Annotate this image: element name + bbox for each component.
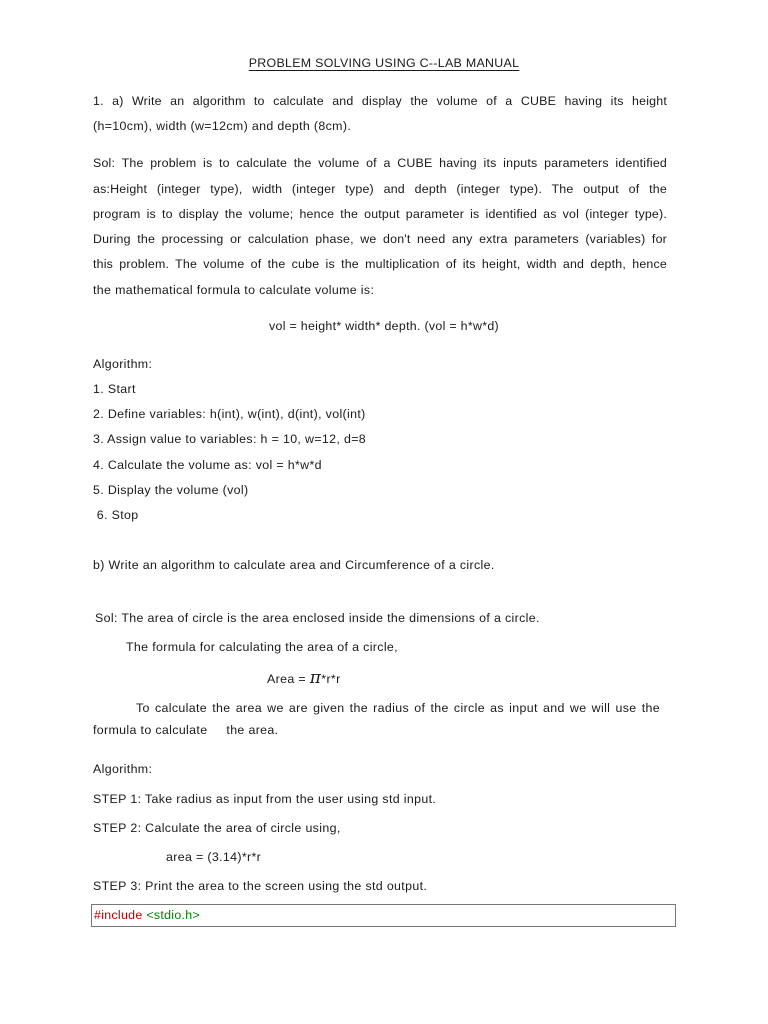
algorithm-1a-step-4: 4. Calculate the volume as: vol = h*w*d [93, 458, 322, 472]
algorithm-1b-step-1: STEP 1: Take radius as input from the user using std input. [93, 792, 437, 806]
algorithm-1a-label: Algorithm: [93, 357, 153, 371]
algorithm-1a-step-5: 5. Display the volume (vol) [93, 483, 249, 497]
algorithm-1a-step-2: 2. Define variables: h(int), w(int), d(int), vol(int) [93, 407, 366, 421]
solution-1b: Sol: The area of circle is the area enclosed inside the dimensions of a circle. [95, 611, 540, 625]
solution-1a-line-1: Sol: The problem is to calculate the volume of a CUBE having its inputs parameters identified [93, 156, 667, 170]
question-1b: b) Write an algorithm to calculate area and Circumference of a circle. [93, 558, 495, 572]
question-1a-line-1: 1. a) Write an algorithm to calculate and display the volume of a CUBE having its height [93, 94, 667, 108]
page-title: PROBLEM SOLVING USING C--LAB MANUAL [248, 56, 520, 70]
algorithm-1b-step-3: STEP 3: Print the area to the screen using the std output. [93, 879, 428, 893]
solution-1a-line-4: During the processing or calculation phase, we don't need any extra parameters (variables) for [93, 232, 667, 246]
algorithm-1b-label: Algorithm: [93, 762, 153, 776]
algorithm-1a-step-3: 3. Assign value to variables: h = 10, w=12, d=8 [93, 432, 367, 446]
solution-1a-line-5: this problem. The volume of the cube is the multiplication of its height, width and depth, hence [93, 257, 667, 271]
area-explain-line-1: To calculate the area we are given the radius of the circle as input and we will use the [136, 701, 660, 715]
pi-symbol: π [309, 668, 322, 688]
area-formula [267, 670, 341, 687]
algorithm-1b-step-2: STEP 2: Calculate the area of circle using, [93, 821, 341, 835]
include-directive: #include [94, 908, 143, 922]
solution-1a-line-2: as:Height (integer type), width (integer type) and depth (integer type). The output of the [93, 182, 667, 196]
area-formula-intro: The formula for calculating the area of a circle, [126, 640, 398, 654]
solution-1a-line-3: program is to display the volume; hence the output parameter is identified as vol (integer type). [93, 207, 667, 221]
algorithm-1b-step-2-formula: area = (3.14)*r*r [166, 850, 262, 864]
volume-formula: vol = height* width* depth. (vol = h*w*d) [269, 319, 499, 333]
code-block [91, 904, 676, 927]
code-line-include [94, 908, 200, 922]
area-formula-rest: *r*r [321, 672, 341, 686]
area-explain-line-2: formula to calculate the area. [93, 723, 279, 737]
algorithm-1a-step-1: 1. Start [93, 382, 136, 396]
include-header: <stdio.h> [146, 908, 200, 922]
area-formula-label: Area = [267, 672, 310, 686]
algorithm-1a-step-6: 6. Stop [93, 508, 139, 522]
question-1a-line-2: (h=10cm), width (w=12cm) and depth (8cm). [93, 119, 352, 133]
solution-1a-line-6: the mathematical formula to calculate volume is: [93, 283, 375, 297]
